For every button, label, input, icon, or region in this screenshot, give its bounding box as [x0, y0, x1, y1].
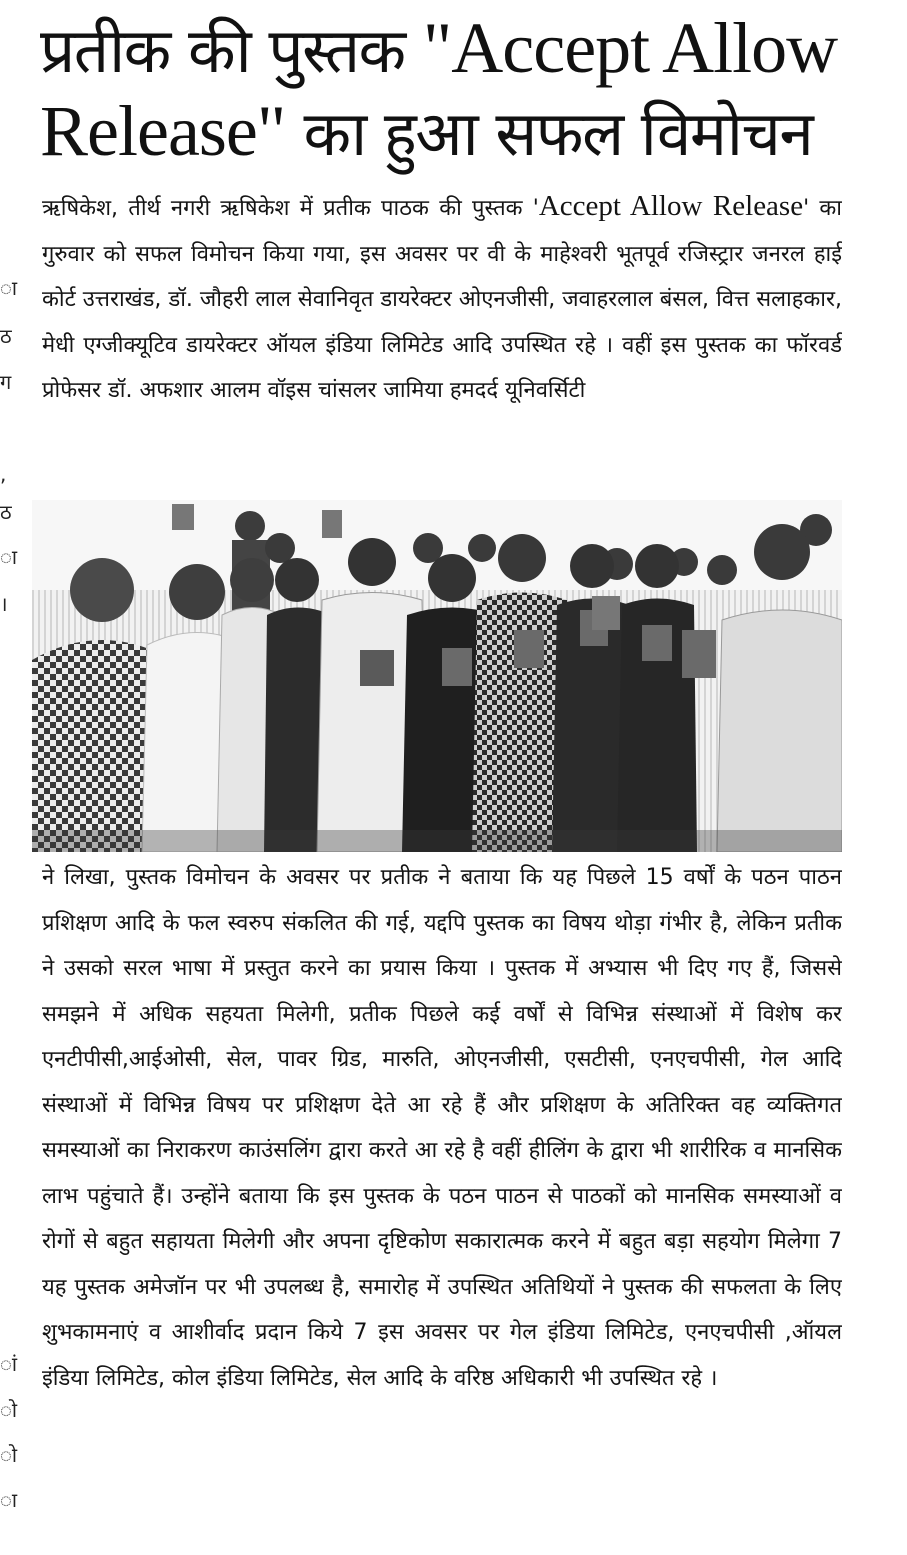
raised-book	[172, 504, 194, 530]
margin-fragment: ो	[0, 1443, 18, 1467]
margin-fragment: ।	[0, 592, 8, 616]
margin-fragment: ठ	[0, 324, 12, 348]
margin-fragment: ठ	[0, 500, 12, 524]
margin-fragment: ,	[0, 462, 7, 486]
para1-text-start: ऋषिकेश, तीर्थ नगरी ऋषिकेश में प्रतीक पाठक की पुस्तक '	[42, 196, 539, 221]
headline-book-title: "Accept Allow Release"	[40, 8, 838, 171]
margin-fragment: ा	[0, 276, 18, 300]
raised-book	[592, 596, 620, 630]
event-photo	[32, 500, 842, 852]
headline	[40, 8, 890, 174]
headline-hindi-start: प्रतीक की पुस्तक	[40, 14, 423, 87]
photo-floor	[32, 830, 842, 852]
para1-book-title: Accept Allow Release	[538, 190, 804, 222]
margin-fragment: ा	[0, 545, 18, 569]
margin-fragment: ग	[0, 370, 12, 394]
headline-hindi-end: का हुआ सफल विमोचन	[285, 97, 813, 170]
margin-fragment: ो	[0, 1398, 18, 1422]
article-paragraph-1	[42, 184, 842, 454]
para1-text-end: ' का गुरुवार को सफल विमोचन किया गया, इस अवसर पर वी के माहेश्वरी भूतपूर्व रजिस्ट्रार जनरल हाई कोर्ट उत्तराखंड, डॉ. जौहरी लाल सेवानिवृत डायरेक्टर ओएनजीसी, जवाहरलाल बंसल, वित्त सलाहकार, मेधी एग्जीक्यूटिव डायरेक्टर ऑयल इंडिया लिमिटेड आदि उपस्थित रहे । वहीं इस पुस्तक का फॉरवर्ड प्रोफेसर डॉ. अफशार आलम वॉइस चांसलर जामिया हमदर्द यूनिवर्सिटी	[42, 196, 842, 403]
raised-book	[322, 510, 342, 538]
photo-illustration	[32, 500, 842, 852]
margin-fragment: ा	[0, 1488, 18, 1512]
article-paragraph-2: ने लिखा, पुस्तक विमोचन के अवसर पर प्रतीक ने बताया कि यह पिछले 15 वर्षों के पठन पाठन प्रशिक्षण आदि के फल स्वरुप संकलित की गई, यद्दपि पुस्तक का विषय थोड़ा गंभीर है, लेकिन प्रतीक ने उसको सरल भाषा में प्रस्तुत करने का प्रयास किया । पुस्तक में अभ्यास भी दिए गए हैं, जिससे समझने में अधिक सहयता मिलेगी, प्रतीक पिछले कई वर्षों से विभिन्न संस्थाओं में विशेष कर एनटीपीसी,आईओसी, सेल, पावर ग्रिड, मारुति, ओएनजीसी, एसटीसी, एनएचपीसी, गेल आदि संस्थाओं में विभिन्न विषय पर प्रशिक्षण देते आ रहे हैं और प्रशिक्षण के अतिरिक्त वह व्यक्तिगत समस्याओं का निराकरण काउंसलिंग द्वारा करते आ रहे है वहीं हीलिंग के द्वारा भी शारीरिक व मानसिक लाभ पहुंचाते हैं। उन्होंने बताया कि इस पुस्तक के पठन पाठन से पाठकों को मानसिक समस्याओं व रोगों से बहुत सहायता मिलेगी और अपना दृष्टिकोण सकारात्मक करने में बहुत बड़ा सहयोग मिलेगा 7 यह पुस्तक अमेजॉन पर भी उपलब्ध है, समारोह में उपस्थित अतिथियों ने पुस्तक की सफलता के लिए शुभकामनाएं व आशीर्वाद प्रदान किये 7 इस अवसर पर गेल इंडिया लिमिटेड, एनएचपीसी ,ऑयल इंडिया लिमिटेड, कोल इंडिया लिमिटेड, सेल आदि के वरिष्ठ अधिकारी भी उपस्थित रहे ।	[42, 865, 842, 1391]
margin-fragment: ां	[0, 1352, 18, 1376]
